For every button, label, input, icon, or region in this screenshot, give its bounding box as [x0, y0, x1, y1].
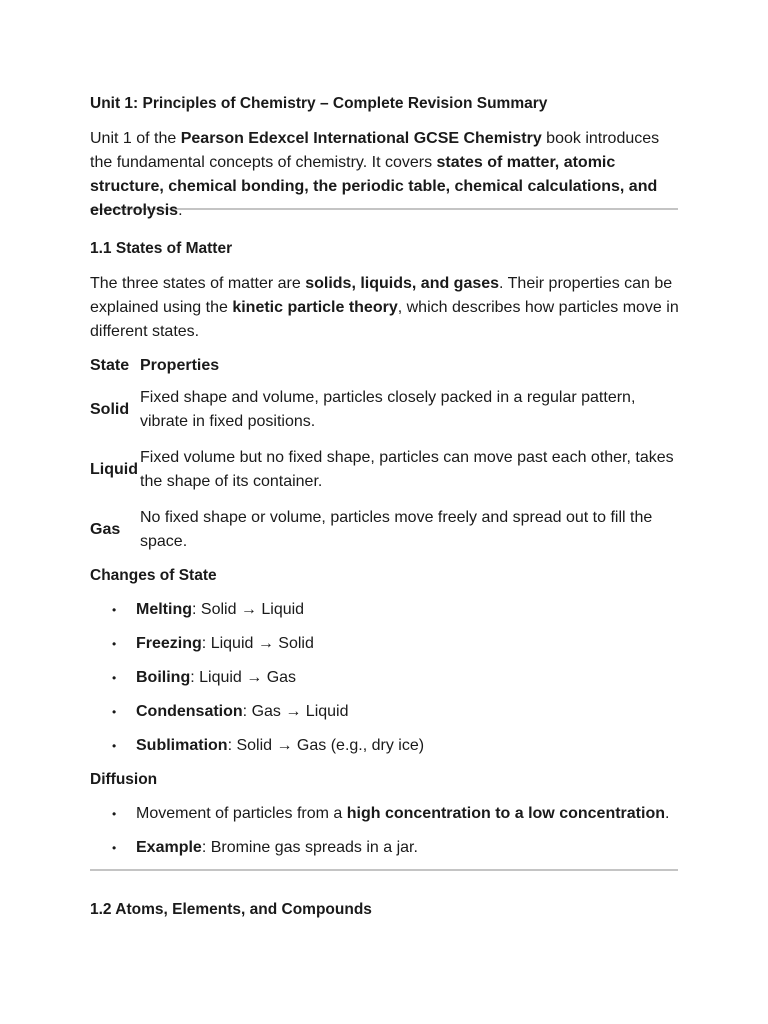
intro-text-end: . — [178, 202, 183, 219]
list-item-term: Condensation — [136, 703, 243, 720]
list-item-term: Freezing — [136, 635, 202, 652]
list-item-bold: Example — [136, 839, 202, 856]
table-row — [90, 500, 680, 560]
states-bold-1: solids, liquids, and gases — [305, 275, 500, 292]
table-header-state: State — [90, 357, 130, 374]
list-item — [90, 632, 680, 666]
states-table — [90, 352, 680, 560]
table-cell-properties: Fixed shape and volume, particles closely packed in a regular pattern, vibrate in fixed positions. — [140, 389, 636, 430]
table-cell-state: Gas — [90, 521, 121, 538]
section-heading-atoms-elements-compounds: 1.2 Atoms, Elements, and Compounds — [90, 901, 372, 918]
changes-list — [90, 598, 680, 768]
list-item-term: Sublimation — [136, 737, 228, 754]
list-item — [90, 836, 680, 870]
states-text-end: , which describes how particles move in different states. — [90, 299, 679, 340]
table-row — [90, 380, 680, 440]
table-header-row — [90, 352, 680, 380]
list-item-text: : Solid → Liquid — [192, 601, 305, 618]
list-item-term: Melting — [136, 601, 192, 618]
bullet-icon: • — [112, 637, 117, 651]
list-item-text-post: . — [664, 805, 670, 822]
subheading-diffusion: Diffusion — [90, 771, 158, 788]
bullet-icon: • — [112, 739, 117, 753]
list-item — [90, 802, 680, 836]
table-header-properties: Properties — [140, 357, 220, 374]
list-item — [90, 598, 680, 632]
table-cell-properties: No fixed shape or volume, particles move freely and spread out to fill the space. — [140, 509, 653, 550]
intro-paragraph — [90, 127, 680, 219]
bullet-icon: • — [112, 671, 117, 685]
list-item — [90, 700, 680, 734]
list-item-bold: high concentration to a low concentration — [346, 805, 665, 822]
bullet-icon: • — [112, 603, 117, 617]
bullet-icon: • — [112, 807, 117, 821]
states-text-mid: . Their properties can be explained using the — [90, 275, 673, 316]
list-item-text-pre: Movement of particles from a — [136, 805, 347, 822]
intro-text-pre: Unit 1 of the — [90, 130, 181, 147]
list-item-term: Boiling — [136, 669, 191, 686]
bullet-icon: • — [112, 705, 117, 719]
list-item-text-post: : Bromine gas spreads in a jar. — [201, 839, 418, 856]
list-item-text: : Gas → Liquid — [242, 703, 349, 720]
list-item — [90, 666, 680, 700]
diffusion-list — [90, 802, 680, 870]
table-cell-state: Liquid — [90, 461, 138, 478]
subheading-changes-of-state: Changes of State — [90, 567, 217, 584]
document-page — [90, 92, 680, 922]
list-item-text: : Liquid → Gas — [190, 669, 297, 686]
intro-topics: states of matter, atomic structure, chemical bonding, the periodic table, chemical calculations, and electrolysis — [90, 154, 658, 219]
states-paragraph — [90, 272, 680, 344]
bullet-icon: • — [112, 841, 117, 855]
list-item-text: : Liquid → Solid — [201, 635, 314, 652]
section-heading-states-of-matter: 1.1 States of Matter — [90, 240, 233, 257]
table-cell-state: Solid — [90, 401, 130, 418]
states-text-pre: The three states of matter are — [90, 275, 306, 292]
list-item-text: : Solid → Gas (e.g., dry ice) — [227, 737, 425, 754]
document-title: Unit 1: Principles of Chemistry – Complete Revision Summary — [90, 95, 548, 112]
intro-book-title: Pearson Edexcel International GCSE Chemistry — [180, 130, 542, 147]
list-item — [90, 734, 680, 768]
states-bold-2: kinetic particle theory — [232, 299, 398, 316]
intro-text-mid: book introduces the fundamental concepts of chemistry. It covers — [90, 130, 660, 171]
table-cell-properties: Fixed volume but no fixed shape, particles can move past each other, takes the shape of its container. — [140, 449, 674, 490]
table-row — [90, 440, 680, 500]
